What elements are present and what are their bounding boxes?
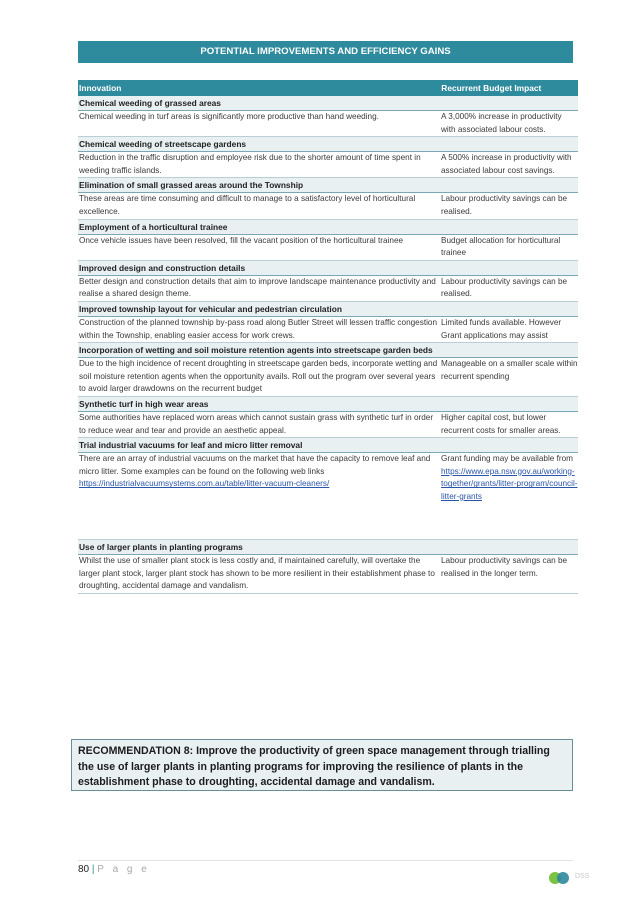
table-row (78, 111, 578, 137)
innovation-desc: Chemical weeding in turf areas is significantly more productive than hand weeding. (79, 112, 379, 121)
table-row (78, 152, 578, 178)
table-row (78, 235, 578, 261)
section-title: Synthetic turf in high wear areas (78, 397, 578, 412)
recommendation-box: RECOMMENDATION 8: Improve the productivity of green space management through trialling the use of larger plants in planting programs for improving the resilience of plants in the establishment phase to droughting, accidental damage and vandalism. (71, 739, 573, 791)
section-title: Elimination of small grassed areas around the Township (78, 178, 578, 193)
budget-impact: A 3,000% increase in productivity with associated labour costs. (441, 112, 562, 134)
vacuum-systems-link[interactable]: https://industrialvacuumsystems.com.au/table/litter-vacuum-cleaners/ (79, 479, 330, 489)
page-label: P a g e (97, 864, 150, 875)
table-row (78, 555, 578, 594)
header-innovation: Innovation (79, 83, 122, 93)
section-title: Employment of a horticultural trainee (78, 220, 578, 235)
budget-impact: Manageable on a smaller scale within recurrent spending (441, 359, 578, 381)
epa-grants-link[interactable]: https://www.epa.nsw.gov.au/working-together/grants/litter-program/council-litter-grants (441, 466, 578, 501)
innovation-desc: Reduction in the traffic disruption and employee risk due to the shorter amount of time spent in weeding traffic islands. (79, 153, 421, 175)
table-row (78, 412, 578, 438)
page-number: 80 (78, 864, 90, 875)
innovation-desc: Construction of the planned township by-pass road along Butler Street will lessen traffic congestion within the Township, enabling easier access for work crews. (79, 317, 438, 340)
innovation-desc (78, 453, 441, 539)
innovation-desc: Due to the high incidence of recent droughting in streetscape garden beds, incorporate wetting and soil moisture retention agents when the opportunity avails. Roll out the program over several years to avoid larger drawdowns on the recurrent budget (79, 359, 438, 394)
budget-impact: Limited funds available. However Grant applications may assist (441, 317, 562, 340)
innovation-desc: These areas are time consuming and difficult to manage to a satisfactory level of horticultural excellence. (79, 194, 416, 216)
footer-divider (78, 860, 573, 861)
innovation-desc: Some authorities have replaced worn areas which cannot sustain grass with synthetic turf in order to reduce wear and tear and provide an aesthetic appeal. (79, 412, 434, 435)
table-row (78, 453, 578, 540)
footer-separator: | (91, 864, 95, 875)
section-title: Chemical weeding of grassed areas (78, 96, 578, 111)
budget-impact: Higher capital cost, but lower recurrent costs for smaller areas. (441, 412, 561, 435)
budget-impact: Labour productivity savings can be realised. (441, 276, 568, 299)
section-banner: POTENTIAL IMPROVEMENTS AND EFFICIENCY GAINS (78, 41, 573, 63)
innovation-desc: Once vehicle issues have been resolved, fill the vacant position of the horticultural trainee (79, 235, 404, 245)
section-title: Improved township layout for vehicular and pedestrian circulation (78, 302, 578, 317)
page-footer (78, 864, 150, 875)
section-title: Trial industrial vacuums for leaf and micro litter removal (78, 438, 578, 453)
budget-impact: Budget allocation for horticultural trainee (441, 235, 561, 258)
budget-impact: Labour productivity savings can be realised in the longer term. (441, 556, 568, 578)
budget-impact-text: Grant funding may be available from (441, 454, 573, 464)
table-row (78, 317, 578, 343)
logo-text: DSS (575, 873, 590, 880)
table-row (78, 276, 578, 302)
header-budget-impact: Recurrent Budget Impact (441, 83, 542, 93)
budget-impact (441, 453, 578, 539)
innovation-desc: Whilst the use of smaller plant stock is less costly and, if maintained carefully, will overtake the larger plant stock, larger plant stock has shown to be more resilient in their establishment phase to droughting, accidental damage and vandalism. (79, 556, 435, 591)
improvements-table (78, 80, 578, 594)
section-title: Use of larger plants in planting programs (78, 540, 578, 555)
budget-impact: A 500% increase in productivity with associated labour cost savings. (441, 153, 572, 175)
table-header (78, 80, 578, 96)
budget-impact: Labour productivity savings can be realised. (441, 194, 568, 216)
section-title: Improved design and construction details (78, 261, 578, 276)
section-title: Incorporation of wetting and soil moisture retention agents into streetscape garden beds (78, 343, 578, 358)
table-row (78, 358, 578, 397)
section-title: Chemical weeding of streetscape gardens (78, 137, 578, 152)
table-row (78, 193, 578, 219)
innovation-desc-text: There are an array of industrial vacuums on the market that have the capacity to remove leaf and micro litter. Some examples can be found on the following web links (79, 454, 431, 476)
innovation-desc: Better design and construction details that aim to improve landscape maintenance productivity and realise a shared design theme. (79, 276, 436, 299)
